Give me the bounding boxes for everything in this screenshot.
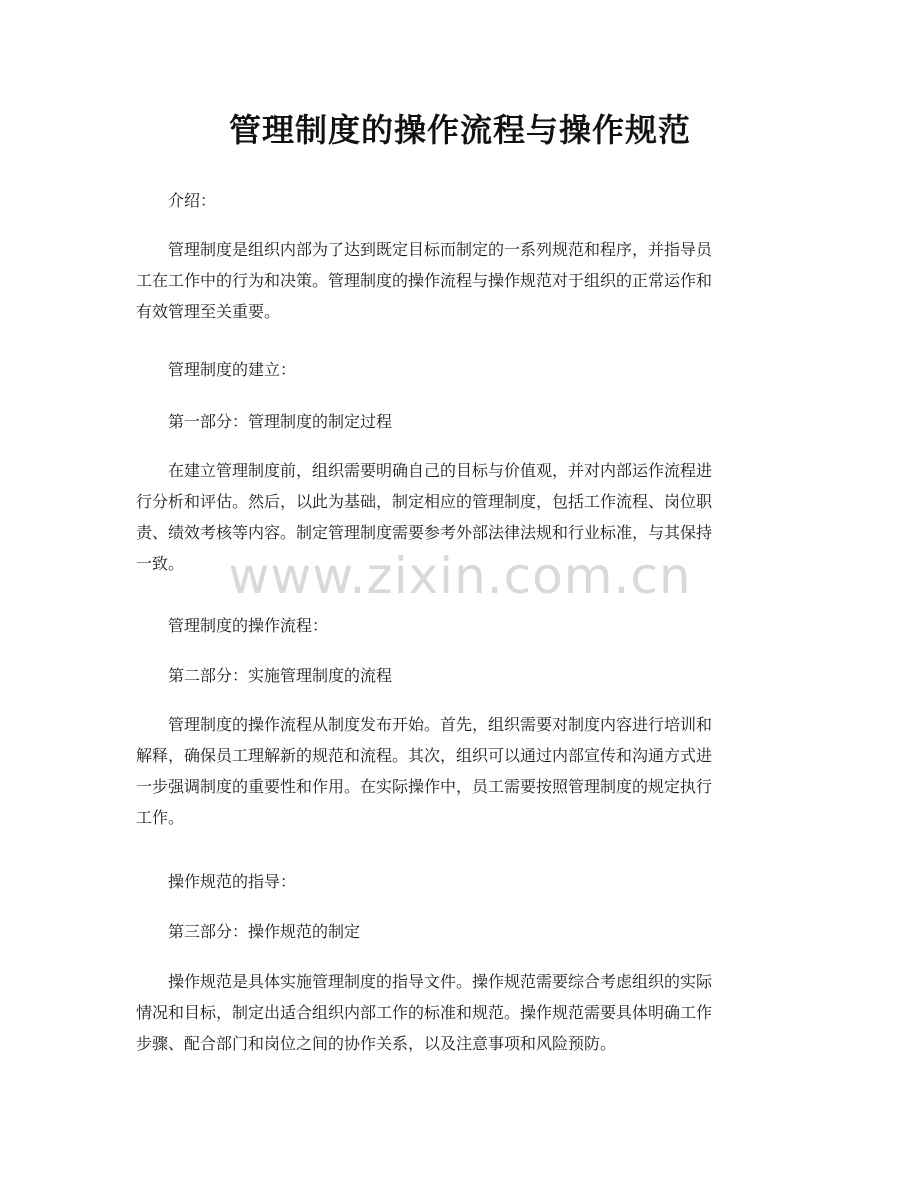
part-one-paragraph — [136, 455, 788, 579]
section-heading-guidance — [136, 866, 788, 897]
text-line: 管理制度的操作流程： — [168, 616, 329, 635]
text-line: 步骤、配合部门和岗位之间的协作关系，以及注意事项和风险预防。 — [136, 1034, 617, 1053]
document-title: 管理制度的操作流程与操作规范 — [228, 111, 691, 149]
text-line: 解释，确保员工理解新的规范和流程。其次，组织可以通过内部宣传和沟通方式进 — [136, 746, 713, 765]
text-line: 有效管理至关重要。 — [136, 302, 281, 321]
text-line: 第一部分：管理制度的制定过程 — [168, 412, 393, 431]
text-line: 第三部分：操作规范的制定 — [168, 922, 361, 941]
text-line: 在建立管理制度前，组织需要明确自己的目标与价值观，并对内部运作流程进 — [168, 461, 713, 480]
section-heading-establish — [136, 354, 788, 385]
text-line: 介绍： — [168, 191, 217, 210]
part-two-paragraph — [136, 709, 788, 833]
text-line: 管理制度的操作流程从制度发布开始。首先，组织需要对制度内容进行培训和 — [168, 715, 713, 734]
text-line: 一致。 — [136, 554, 185, 573]
text-line: 第二部分：实施管理制度的流程 — [168, 666, 393, 685]
part-three-heading — [136, 916, 788, 947]
watermark-text: www.zixin.com.cn — [228, 547, 692, 605]
text-line: 工在工作中的行为和决策。管理制度的操作流程与操作规范对于组织的正常运作和 — [136, 271, 713, 290]
text-line: 管理制度的建立： — [168, 360, 297, 379]
text-line: 管理制度是组织内部为了达到既定目标而制定的一系列规范和程序，并指导员 — [168, 240, 713, 259]
part-two-heading — [136, 660, 788, 691]
text-line: 情况和目标，制定出适合组织内部工作的标准和规范。操作规范需要具体明确工作 — [136, 1003, 713, 1022]
text-line: 操作规范是具体实施管理制度的指导文件。操作规范需要综合考虑组织的实际 — [168, 972, 713, 991]
part-one-heading — [136, 406, 788, 437]
intro-paragraph — [136, 234, 788, 327]
part-three-paragraph — [136, 966, 788, 1059]
text-line: 操作规范的指导： — [168, 872, 297, 891]
text-line: 一步强调制度的重要性和作用。在实际操作中，员工需要按照管理制度的规定执行 — [136, 777, 713, 796]
text-line: 工作。 — [136, 808, 185, 827]
text-line: 责、绩效考核等内容。制定管理制度需要参考外部法律法规和行业标准，与其保持 — [136, 523, 713, 542]
text-line: 行分析和评估。然后，以此为基础，制定相应的管理制度，包括工作流程、岗位职 — [136, 492, 713, 511]
section-heading-process — [136, 610, 788, 641]
intro-heading — [136, 185, 788, 216]
